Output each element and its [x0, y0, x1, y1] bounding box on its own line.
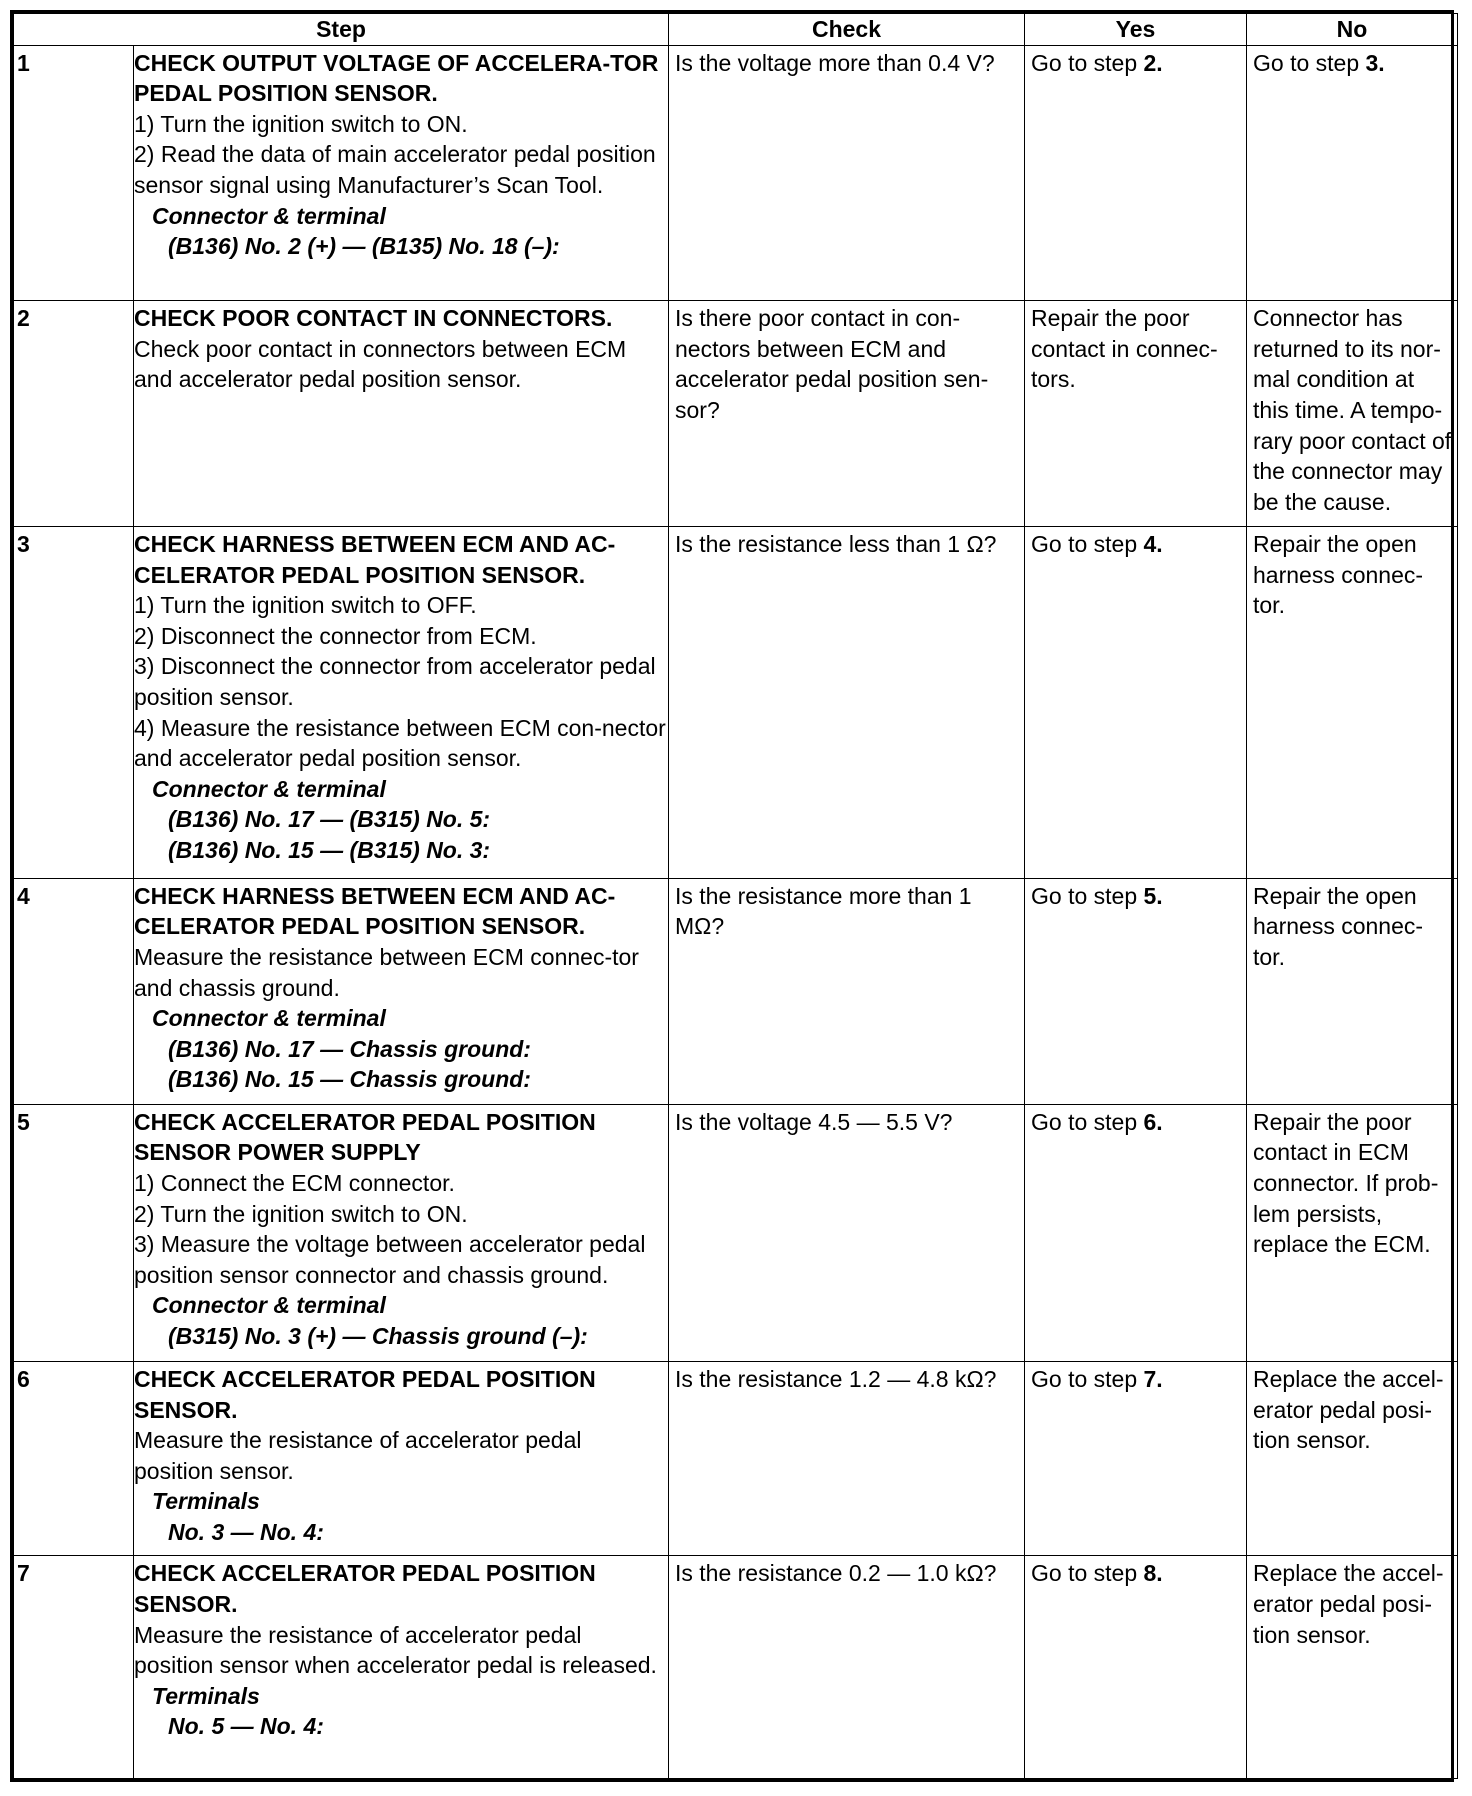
- step-description: [134, 878, 669, 1104]
- step-number: 3: [14, 526, 134, 878]
- no-action: [1247, 301, 1458, 527]
- yes-text: Go to step: [1031, 530, 1138, 557]
- step-description: [134, 1362, 669, 1556]
- step-number: 1: [14, 45, 134, 301]
- step-instruction: 1) Turn the ignition switch to ON.: [134, 110, 468, 137]
- table-row: [14, 301, 1458, 527]
- check-text: Is the resistance 1.2 — 4.8 kΩ?: [675, 1366, 997, 1393]
- connector-terminal-spec: (B136) No. 2 (+) — (B135) No. 18 (–):: [168, 233, 560, 260]
- yes-action: [1025, 45, 1247, 301]
- connector-terminal-label: Terminals: [152, 1682, 260, 1709]
- step-number: 4: [14, 878, 134, 1104]
- step-number: 6: [14, 1362, 134, 1556]
- diagnostic-table-frame: [10, 10, 1454, 1782]
- header-step: Step: [14, 14, 669, 46]
- check-question: [669, 878, 1025, 1104]
- no-text: Replace the accel-erator pedal posi-tion sensor.: [1253, 1560, 1444, 1648]
- connector-terminal-label: Connector & terminal: [152, 1292, 386, 1319]
- step-description: [134, 1104, 669, 1361]
- connector-terminal-spec: (B136) No. 17 — (B315) No. 5:: [168, 806, 491, 833]
- step-description: [134, 45, 669, 301]
- yes-action: [1025, 1104, 1247, 1361]
- no-goto-step: 3.: [1365, 49, 1385, 76]
- yes-goto-step: 8.: [1143, 1560, 1163, 1587]
- no-action: [1247, 45, 1458, 301]
- yes-goto-step: 2.: [1143, 49, 1163, 76]
- step-instruction: Measure the resistance of accelerator pedal position sensor when accelerator pedal is released.: [134, 1621, 657, 1679]
- check-question: [669, 526, 1025, 878]
- check-text: Is the voltage more than 0.4 V?: [675, 49, 995, 76]
- step-title: CHECK HARNESS BETWEEN ECM AND AC-CELERATOR PEDAL POSITION SENSOR.: [134, 882, 616, 940]
- step-instruction: 2) Turn the ignition switch to ON.: [134, 1200, 468, 1227]
- step-title: CHECK ACCELERATOR PEDAL POSITION SENSOR.: [134, 1560, 596, 1617]
- header-no: No: [1247, 14, 1458, 46]
- no-text: Repair the open harness connec-tor.: [1253, 882, 1424, 971]
- step-instruction: 2) Read the data of main accelerator pedal position sensor signal using Manufacturer’s Scan Tool.: [134, 141, 656, 198]
- step-title: CHECK HARNESS BETWEEN ECM AND AC-CELERATOR PEDAL POSITION SENSOR.: [134, 530, 616, 588]
- no-text: Go to step: [1253, 49, 1360, 76]
- step-instruction: 1) Connect the ECM connector.: [134, 1169, 455, 1196]
- check-question: [669, 45, 1025, 301]
- no-text: Connector has returned to its nor-mal condition at this time. A tempo-rary poor contact of the connector may be the cause.: [1253, 305, 1452, 515]
- step-instruction: Check poor contact in connectors between ECM and accelerator pedal position sensor.: [134, 335, 627, 393]
- step-instruction: 3) Measure the voltage between accelerator pedal position sensor connector and chassis ground.: [134, 1231, 646, 1288]
- yes-action: [1025, 526, 1247, 878]
- step-title: CHECK POOR CONTACT IN CONNECTORS.: [134, 305, 613, 332]
- diagnostic-table: [13, 13, 1458, 1779]
- yes-action: [1025, 1556, 1247, 1779]
- yes-goto-step: 5.: [1143, 882, 1163, 909]
- no-action: [1247, 878, 1458, 1104]
- table-row: [14, 1104, 1458, 1361]
- connector-terminal-spec: No. 5 — No. 4:: [168, 1713, 324, 1740]
- table-row: [14, 45, 1458, 301]
- yes-text: Repair the poor contact in connec-tors.: [1031, 305, 1218, 393]
- step-instruction: 4) Measure the resistance between ECM con-nector and accelerator pedal position sensor.: [134, 714, 666, 772]
- table-row: [14, 526, 1458, 878]
- check-question: [669, 301, 1025, 527]
- step-title: CHECK ACCELERATOR PEDAL POSITION SENSOR POWER SUPPLY: [134, 1108, 596, 1166]
- header-check: Check: [669, 14, 1025, 46]
- step-instruction: 2) Disconnect the connector from ECM.: [134, 622, 537, 649]
- check-question: [669, 1104, 1025, 1361]
- yes-action: [1025, 1362, 1247, 1556]
- connector-terminal-spec: (B315) No. 3 (+) — Chassis ground (–):: [168, 1322, 588, 1349]
- yes-goto-step: 7.: [1143, 1366, 1163, 1393]
- yes-text: Go to step: [1031, 49, 1138, 76]
- yes-goto-step: 4.: [1143, 530, 1163, 557]
- table-row: [14, 1556, 1458, 1779]
- check-text: Is there poor contact in con-nectors between ECM and accelerator pedal position sen-sor?: [675, 305, 989, 423]
- table-row: [14, 1362, 1458, 1556]
- step-description: [134, 301, 669, 527]
- connector-terminal-label: Connector & terminal: [152, 775, 386, 802]
- no-action: [1247, 1104, 1458, 1361]
- check-question: [669, 1362, 1025, 1556]
- step-instruction: 1) Turn the ignition switch to OFF.: [134, 592, 477, 619]
- connector-terminal-spec: No. 3 — No. 4:: [168, 1519, 324, 1546]
- check-question: [669, 1556, 1025, 1779]
- no-text: Replace the accel-erator pedal posi-tion sensor.: [1253, 1366, 1444, 1454]
- no-action: [1247, 1556, 1458, 1779]
- step-description: [134, 1556, 669, 1779]
- check-text: Is the voltage 4.5 — 5.5 V?: [675, 1108, 953, 1135]
- step-title: CHECK OUTPUT VOLTAGE OF ACCELERA-TOR PEDAL POSITION SENSOR.: [134, 49, 659, 107]
- yes-action: [1025, 301, 1247, 527]
- yes-goto-step: 6.: [1143, 1108, 1163, 1135]
- no-action: [1247, 1362, 1458, 1556]
- table-row: [14, 878, 1458, 1104]
- step-title: CHECK ACCELERATOR PEDAL POSITION SENSOR.: [134, 1366, 596, 1423]
- step-instruction: Measure the resistance of accelerator pedal position sensor.: [134, 1427, 582, 1484]
- yes-text: Go to step: [1031, 882, 1138, 909]
- header-yes: Yes: [1025, 14, 1247, 46]
- step-description: [134, 526, 669, 878]
- step-number: 7: [14, 1556, 134, 1779]
- check-text: Is the resistance more than 1 MΩ?: [675, 882, 972, 940]
- connector-terminal-spec: (B136) No. 15 — (B315) No. 3:: [168, 836, 491, 863]
- connector-terminal-label: Terminals: [152, 1488, 260, 1515]
- connector-terminal-spec: (B136) No. 17 — Chassis ground:: [168, 1035, 531, 1062]
- yes-text: Go to step: [1031, 1366, 1138, 1393]
- yes-text: Go to step: [1031, 1560, 1138, 1587]
- check-text: Is the resistance less than 1 Ω?: [675, 530, 997, 557]
- no-text: Repair the poor contact in ECM connector. If prob-lem persists, replace the ECM.: [1253, 1108, 1439, 1258]
- yes-action: [1025, 878, 1247, 1104]
- step-instruction: 3) Disconnect the connector from accelerator pedal position sensor.: [134, 653, 656, 710]
- no-text: Repair the open harness connec-tor.: [1253, 530, 1424, 619]
- header-row: [14, 14, 1458, 46]
- connector-terminal-label: Connector & terminal: [152, 1005, 386, 1032]
- step-number: 5: [14, 1104, 134, 1361]
- check-text: Is the resistance 0.2 — 1.0 kΩ?: [675, 1560, 997, 1587]
- step-number: 2: [14, 301, 134, 527]
- connector-terminal-spec: (B136) No. 15 — Chassis ground:: [168, 1066, 531, 1093]
- connector-terminal-label: Connector & terminal: [152, 202, 386, 229]
- no-action: [1247, 526, 1458, 878]
- yes-text: Go to step: [1031, 1108, 1138, 1135]
- step-instruction: Measure the resistance between ECM connec-tor and chassis ground.: [134, 944, 639, 1001]
